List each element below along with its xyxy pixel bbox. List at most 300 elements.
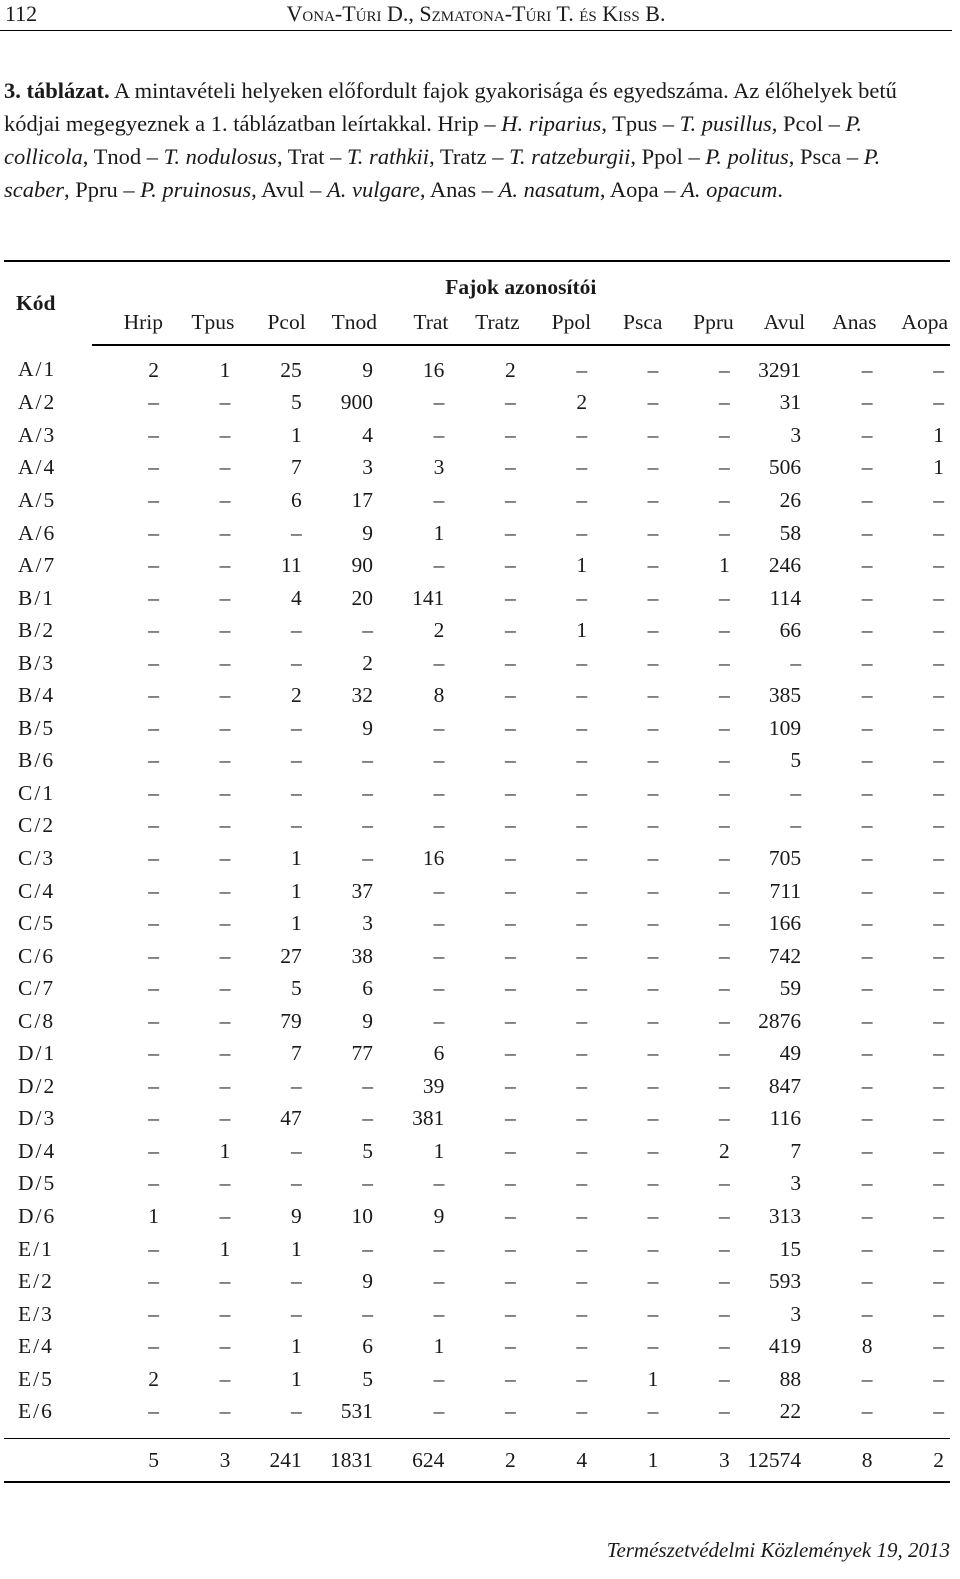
cell-value: – bbox=[362, 1236, 374, 1261]
cell-value: – bbox=[933, 357, 944, 382]
cell-value: – bbox=[719, 1171, 730, 1196]
species-group-header: Fajok azonosítói bbox=[92, 261, 950, 300]
cell-value: – bbox=[861, 845, 873, 870]
cell-value: – bbox=[576, 1269, 588, 1294]
cell-value: 1 bbox=[290, 878, 302, 903]
site-code: D/4 bbox=[18, 1138, 57, 1163]
totals-separator bbox=[4, 1428, 950, 1439]
table-row bbox=[4, 842, 950, 875]
cell-value: – bbox=[219, 390, 231, 415]
cell-value: – bbox=[219, 1073, 231, 1098]
site-code: E/3 bbox=[18, 1301, 54, 1326]
cell-value: – bbox=[362, 780, 374, 805]
cell-value: – bbox=[719, 845, 730, 870]
cell-value: – bbox=[219, 976, 231, 1001]
cell-value: 7 bbox=[790, 1138, 802, 1163]
site-code: E/1 bbox=[18, 1236, 54, 1261]
cell-value: – bbox=[861, 650, 873, 675]
site-code: A/2 bbox=[18, 390, 57, 415]
cell-value: 77 bbox=[351, 1041, 374, 1066]
site-code: E/5 bbox=[18, 1366, 54, 1391]
cell-value: 9 bbox=[433, 1203, 445, 1228]
cell-value: – bbox=[647, 715, 659, 740]
cell-value: – bbox=[290, 1138, 302, 1163]
cell-value: 3 bbox=[790, 422, 802, 447]
kod-header: Kód bbox=[4, 261, 92, 345]
cell-value: – bbox=[933, 1236, 944, 1261]
cell-value: – bbox=[148, 422, 160, 447]
total-value: 3 bbox=[165, 1439, 236, 1483]
column-header-psca: Psca bbox=[593, 300, 664, 345]
caption-text: , Tratz – bbox=[429, 144, 510, 169]
cell-value: – bbox=[576, 1138, 588, 1163]
total-value: 2 bbox=[450, 1439, 521, 1483]
cell-value: – bbox=[647, 911, 659, 936]
cell-value: – bbox=[576, 943, 588, 968]
cell-value: 385 bbox=[768, 683, 802, 708]
caption-label: 3. táblázat. bbox=[4, 78, 110, 103]
cell-value: 26 bbox=[779, 487, 802, 512]
cell-value: – bbox=[576, 813, 588, 838]
cell-value: – bbox=[576, 1171, 588, 1196]
cell-value: – bbox=[504, 1138, 516, 1163]
cell-value: – bbox=[148, 845, 160, 870]
cell-value: – bbox=[576, 1236, 588, 1261]
cell-value: – bbox=[576, 422, 588, 447]
table-row bbox=[4, 1168, 950, 1201]
cell-value: – bbox=[647, 357, 659, 382]
cell-value: – bbox=[719, 1041, 730, 1066]
cell-value: – bbox=[719, 487, 730, 512]
cell-value: 2 bbox=[433, 618, 445, 643]
cell-value: 141 bbox=[412, 585, 445, 610]
cell-value: – bbox=[433, 487, 445, 512]
cell-value: 5 bbox=[362, 1366, 374, 1391]
cell-value: – bbox=[861, 1236, 873, 1261]
cell-value: 3 bbox=[790, 1301, 802, 1326]
caption-text: , Avul – bbox=[251, 177, 327, 202]
cell-value: – bbox=[148, 813, 160, 838]
site-code: C/6 bbox=[18, 943, 56, 968]
cell-value: – bbox=[504, 845, 516, 870]
cell-value: – bbox=[719, 1236, 730, 1261]
cell-value: – bbox=[219, 911, 231, 936]
cell-value: – bbox=[148, 1106, 160, 1131]
cell-value: – bbox=[219, 1334, 231, 1359]
cell-value: 10 bbox=[351, 1203, 374, 1228]
cell-value: – bbox=[576, 1301, 588, 1326]
column-header-avul: Avul bbox=[736, 300, 807, 345]
caption-text: , Trat – bbox=[276, 144, 347, 169]
cell-value: – bbox=[504, 390, 516, 415]
cell-value: – bbox=[933, 618, 944, 643]
cell-value: – bbox=[148, 553, 160, 578]
cell-value: – bbox=[719, 650, 730, 675]
table-row bbox=[4, 1103, 950, 1136]
cell-value: 7 bbox=[290, 1041, 302, 1066]
cell-value: – bbox=[148, 1008, 160, 1033]
running-head: Vona-Túri D., Szmatona-Túri T. és Kiss B. bbox=[286, 1, 666, 26]
cell-value: – bbox=[576, 1041, 588, 1066]
cell-value: – bbox=[647, 683, 659, 708]
cell-value: – bbox=[504, 585, 516, 610]
caption-text: , Psca – bbox=[788, 144, 864, 169]
cell-value: – bbox=[647, 748, 659, 773]
cell-value: – bbox=[647, 1008, 659, 1033]
cell-value: 22 bbox=[779, 1399, 802, 1424]
cell-value: – bbox=[504, 1334, 516, 1359]
cell-value: – bbox=[362, 813, 374, 838]
cell-value: – bbox=[504, 1269, 516, 1294]
cell-value: – bbox=[719, 1399, 730, 1424]
species-name: P. politus bbox=[705, 144, 789, 169]
cell-value: 381 bbox=[412, 1106, 445, 1131]
cell-value: 847 bbox=[768, 1073, 802, 1098]
cell-value: – bbox=[719, 878, 730, 903]
cell-value: – bbox=[219, 780, 231, 805]
page-number: 112 bbox=[5, 1, 38, 26]
cell-value: 2 bbox=[504, 357, 516, 382]
cell-value: 246 bbox=[768, 553, 802, 578]
cell-value: – bbox=[861, 1106, 873, 1131]
cell-value: 49 bbox=[779, 1041, 802, 1066]
cell-value: – bbox=[933, 520, 944, 545]
cell-value: – bbox=[219, 455, 231, 480]
cell-value: – bbox=[362, 1171, 374, 1196]
column-header-ppol: Ppol bbox=[522, 300, 593, 345]
cell-value: – bbox=[719, 1106, 730, 1131]
cell-value: – bbox=[576, 878, 588, 903]
cell-value: 1 bbox=[433, 520, 445, 545]
cell-value: – bbox=[219, 813, 231, 838]
cell-value: – bbox=[219, 748, 231, 773]
cell-value: – bbox=[861, 943, 873, 968]
cell-value: 313 bbox=[768, 1203, 802, 1228]
cell-value: – bbox=[861, 911, 873, 936]
cell-value: – bbox=[290, 780, 302, 805]
cell-value: 419 bbox=[768, 1334, 802, 1359]
cell-value: 1 bbox=[433, 1138, 445, 1163]
cell-value: – bbox=[576, 1366, 588, 1391]
cell-value: 59 bbox=[779, 976, 802, 1001]
cell-value: – bbox=[148, 650, 160, 675]
cell-value: – bbox=[362, 845, 374, 870]
cell-value: – bbox=[933, 813, 944, 838]
table-row bbox=[4, 1298, 950, 1331]
cell-value: – bbox=[433, 943, 445, 968]
cell-value: – bbox=[647, 1334, 659, 1359]
caption-text: , Anas – bbox=[419, 177, 499, 202]
cell-value: – bbox=[647, 390, 659, 415]
cell-value: – bbox=[433, 1269, 445, 1294]
cell-value: – bbox=[148, 748, 160, 773]
cell-value: – bbox=[719, 520, 730, 545]
cell-value: 1 bbox=[290, 1366, 302, 1391]
total-value: 4 bbox=[522, 1439, 593, 1483]
table-row bbox=[4, 679, 950, 712]
table-caption bbox=[4, 74, 950, 206]
species-name: T. ratzeburgii bbox=[509, 144, 631, 169]
table-row bbox=[4, 810, 950, 843]
column-header-tratz: Tratz bbox=[450, 300, 521, 345]
cell-value: – bbox=[647, 976, 659, 1001]
cell-value: 6 bbox=[433, 1041, 445, 1066]
cell-value: 8 bbox=[861, 1334, 873, 1359]
cell-value: 1 bbox=[148, 1203, 160, 1228]
cell-value: – bbox=[933, 1269, 944, 1294]
cell-value: – bbox=[933, 487, 944, 512]
cell-value: 2 bbox=[719, 1138, 730, 1163]
table-row bbox=[4, 1037, 950, 1070]
caption-text: . bbox=[777, 177, 783, 202]
cell-value: – bbox=[933, 911, 944, 936]
cell-value: – bbox=[933, 683, 944, 708]
cell-value: – bbox=[504, 487, 516, 512]
cell-value: – bbox=[719, 1008, 730, 1033]
cell-value: – bbox=[719, 1366, 730, 1391]
cell-value: – bbox=[362, 748, 374, 773]
cell-value: 531 bbox=[340, 1399, 374, 1424]
cell-value: – bbox=[148, 780, 160, 805]
cell-value: – bbox=[148, 878, 160, 903]
cell-value: 3 bbox=[362, 911, 374, 936]
cell-value: – bbox=[148, 943, 160, 968]
cell-value: 58 bbox=[779, 520, 802, 545]
cell-value: – bbox=[933, 976, 944, 1001]
cell-value: – bbox=[647, 780, 659, 805]
cell-value: – bbox=[861, 715, 873, 740]
species-name: P. pruinosus bbox=[140, 177, 252, 202]
table-row bbox=[4, 1363, 950, 1396]
species-name: P. scaber bbox=[4, 144, 881, 202]
site-code: D/6 bbox=[18, 1203, 57, 1228]
cell-value: – bbox=[861, 455, 873, 480]
cell-value: – bbox=[433, 1171, 445, 1196]
cell-value: – bbox=[504, 1399, 516, 1424]
cell-value: 31 bbox=[779, 390, 802, 415]
cell-value: 1 bbox=[576, 618, 588, 643]
cell-value: – bbox=[433, 650, 445, 675]
cell-value: – bbox=[861, 1171, 873, 1196]
site-code: D/5 bbox=[18, 1171, 57, 1196]
table-row bbox=[4, 345, 950, 387]
cell-value: 1 bbox=[933, 422, 944, 447]
total-value: 2 bbox=[878, 1439, 950, 1483]
cell-value: 2 bbox=[576, 390, 588, 415]
total-value bbox=[4, 1439, 92, 1483]
cell-value: – bbox=[647, 1138, 659, 1163]
cell-value: 1 bbox=[290, 911, 302, 936]
cell-value: – bbox=[433, 1008, 445, 1033]
cell-value: – bbox=[861, 683, 873, 708]
cell-value: – bbox=[504, 1106, 516, 1131]
cell-value: – bbox=[861, 553, 873, 578]
site-code: D/2 bbox=[18, 1073, 57, 1098]
cell-value: 3 bbox=[790, 1171, 802, 1196]
cell-value: – bbox=[433, 1301, 445, 1326]
cell-value: 9 bbox=[362, 1008, 374, 1033]
cell-value: – bbox=[576, 780, 588, 805]
cell-value: – bbox=[647, 618, 659, 643]
cell-value: – bbox=[290, 1399, 302, 1424]
cell-value: – bbox=[290, 715, 302, 740]
cell-value: – bbox=[647, 813, 659, 838]
cell-value: 1 bbox=[719, 553, 730, 578]
cell-value: – bbox=[790, 650, 802, 675]
cell-value: 2 bbox=[362, 650, 374, 675]
journal-footer: Természetvédelmi Közlemények 19, 2013 bbox=[606, 1538, 950, 1562]
cell-value: 711 bbox=[769, 878, 802, 903]
total-value: 5 bbox=[92, 1439, 165, 1483]
cell-value: – bbox=[219, 487, 231, 512]
cell-value: – bbox=[504, 520, 516, 545]
cell-value: – bbox=[933, 1301, 944, 1326]
cell-value: 1 bbox=[933, 455, 944, 480]
cell-value: – bbox=[647, 422, 659, 447]
cell-value: – bbox=[504, 943, 516, 968]
cell-value: 1 bbox=[219, 1138, 231, 1163]
site-code: A/4 bbox=[18, 455, 57, 480]
site-code: A/3 bbox=[18, 422, 57, 447]
cell-value: – bbox=[719, 911, 730, 936]
cell-value: 9 bbox=[362, 1269, 374, 1294]
cell-value: – bbox=[576, 357, 588, 382]
cell-value: – bbox=[148, 1171, 160, 1196]
table-row bbox=[4, 907, 950, 940]
cell-value: – bbox=[433, 553, 445, 578]
cell-value: – bbox=[719, 357, 730, 382]
cell-value: 8 bbox=[433, 683, 445, 708]
cell-value: – bbox=[861, 585, 873, 610]
site-code: C/1 bbox=[18, 780, 56, 805]
table-row bbox=[4, 972, 950, 1005]
table-row bbox=[4, 1233, 950, 1266]
totals-row bbox=[4, 1439, 950, 1483]
cell-value: – bbox=[861, 422, 873, 447]
cell-value: – bbox=[576, 1399, 588, 1424]
cell-value: – bbox=[219, 1366, 231, 1391]
cell-value: 1 bbox=[219, 357, 231, 382]
cell-value: 9 bbox=[362, 520, 374, 545]
site-code: A/7 bbox=[18, 553, 57, 578]
cell-value: – bbox=[148, 1334, 160, 1359]
column-header-tpus: Tpus bbox=[165, 300, 236, 345]
cell-value: – bbox=[933, 748, 944, 773]
cell-value: – bbox=[148, 976, 160, 1001]
cell-value: – bbox=[148, 1041, 160, 1066]
cell-value: – bbox=[576, 1334, 588, 1359]
cell-value: – bbox=[504, 1008, 516, 1033]
site-code: C/7 bbox=[18, 976, 56, 1001]
cell-value: – bbox=[861, 748, 873, 773]
cell-value: – bbox=[790, 813, 802, 838]
cell-value: 1 bbox=[290, 845, 302, 870]
cell-value: 109 bbox=[768, 715, 802, 740]
cell-value: 9 bbox=[362, 357, 374, 382]
cell-value: – bbox=[647, 1236, 659, 1261]
total-value: 1 bbox=[593, 1439, 664, 1483]
cell-value: – bbox=[719, 618, 730, 643]
cell-value: – bbox=[504, 618, 516, 643]
cell-value: – bbox=[576, 585, 588, 610]
cell-value: – bbox=[433, 390, 445, 415]
table-row bbox=[4, 1265, 950, 1298]
cell-value: – bbox=[719, 813, 730, 838]
cell-value: 1 bbox=[290, 1334, 302, 1359]
cell-value: – bbox=[290, 618, 302, 643]
cell-value: – bbox=[576, 845, 588, 870]
cell-value: – bbox=[861, 1008, 873, 1033]
cell-value: – bbox=[290, 650, 302, 675]
cell-value: – bbox=[861, 1041, 873, 1066]
species-name: A. vulgare bbox=[326, 177, 420, 202]
table-row bbox=[4, 1396, 950, 1429]
cell-value: – bbox=[433, 976, 445, 1001]
cell-value: – bbox=[576, 1106, 588, 1131]
cell-value: – bbox=[719, 585, 730, 610]
cell-value: 3 bbox=[433, 455, 445, 480]
cell-value: – bbox=[933, 650, 944, 675]
cell-value: 6 bbox=[362, 1334, 374, 1359]
cell-value: – bbox=[290, 1301, 302, 1326]
table-row bbox=[4, 387, 950, 420]
cell-value: 17 bbox=[351, 487, 374, 512]
column-header-aopa: Aopa bbox=[878, 300, 950, 345]
cell-value: – bbox=[362, 618, 374, 643]
site-code: C/2 bbox=[18, 813, 56, 838]
cell-value: – bbox=[933, 1171, 944, 1196]
cell-value: – bbox=[433, 422, 445, 447]
cell-value: – bbox=[576, 455, 588, 480]
cell-value: 11 bbox=[281, 553, 302, 578]
cell-value: – bbox=[290, 1269, 302, 1294]
cell-value: – bbox=[719, 748, 730, 773]
cell-value: – bbox=[148, 390, 160, 415]
table-row bbox=[4, 452, 950, 485]
site-code: B/1 bbox=[18, 585, 56, 610]
cell-value: – bbox=[504, 748, 516, 773]
site-code: D/3 bbox=[18, 1106, 57, 1131]
species-name: H. riparius bbox=[501, 111, 602, 136]
cell-value: – bbox=[647, 1073, 659, 1098]
cell-value: – bbox=[861, 1203, 873, 1228]
cell-value: – bbox=[219, 553, 231, 578]
cell-value: – bbox=[576, 683, 588, 708]
cell-value: – bbox=[504, 1171, 516, 1196]
cell-value: – bbox=[861, 976, 873, 1001]
cell-value: 1 bbox=[219, 1236, 231, 1261]
cell-value: – bbox=[861, 1073, 873, 1098]
cell-value: – bbox=[219, 715, 231, 740]
cell-value: – bbox=[148, 618, 160, 643]
caption-text: , Ppru – bbox=[64, 177, 141, 202]
species-name: T. rathkii bbox=[346, 144, 430, 169]
cell-value: 5 bbox=[290, 976, 302, 1001]
cell-value: 39 bbox=[422, 1073, 445, 1098]
cell-value: – bbox=[219, 1399, 231, 1424]
site-code: D/1 bbox=[18, 1041, 57, 1066]
cell-value: – bbox=[504, 780, 516, 805]
cell-value: – bbox=[719, 1334, 730, 1359]
site-code: B/3 bbox=[18, 650, 56, 675]
cell-value: – bbox=[719, 683, 730, 708]
cell-value: – bbox=[933, 845, 944, 870]
site-code: B/2 bbox=[18, 618, 56, 643]
cell-value: – bbox=[433, 748, 445, 773]
column-header-ppru: Ppru bbox=[664, 300, 735, 345]
table-row bbox=[4, 582, 950, 615]
cell-value: – bbox=[504, 1041, 516, 1066]
